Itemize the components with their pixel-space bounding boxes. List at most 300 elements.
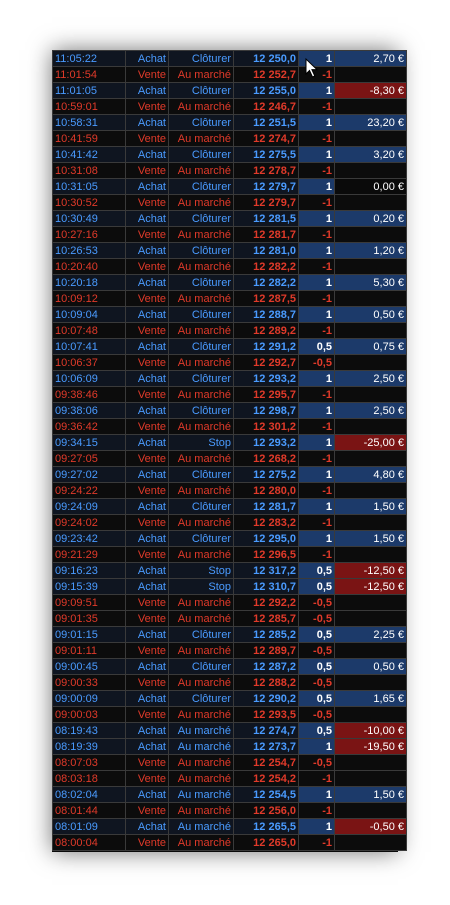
trade-side: Vente [126, 355, 169, 371]
trade-row[interactable] [53, 627, 407, 643]
trade-price: 12 287,2 [234, 659, 299, 675]
trade-row[interactable] [53, 435, 407, 451]
trade-profit-loss: 0,20 € [335, 211, 407, 227]
trade-price: 12 285,2 [234, 627, 299, 643]
trade-side: Achat [126, 659, 169, 675]
trade-profit-loss: 2,50 € [335, 403, 407, 419]
trade-quantity: 1 [299, 435, 335, 451]
trade-order-type: Au marché [169, 323, 234, 339]
trade-price: 12 287,5 [234, 291, 299, 307]
trade-side: Achat [126, 179, 169, 195]
trade-profit-loss: -25,00 € [335, 435, 407, 451]
trade-price: 12 281,7 [234, 227, 299, 243]
trade-row[interactable] [53, 211, 407, 227]
trade-price: 12 285,7 [234, 611, 299, 627]
trade-quantity: -1 [299, 419, 335, 435]
trade-order-type: Au marché [169, 355, 234, 371]
trade-side: Achat [126, 51, 169, 67]
trade-profit-loss: 23,20 € [335, 115, 407, 131]
trade-price: 12 246,7 [234, 99, 299, 115]
trade-row[interactable] [53, 323, 407, 339]
trade-side: Vente [126, 595, 169, 611]
trade-row[interactable] [53, 499, 407, 515]
trade-side: Achat [126, 563, 169, 579]
trade-order-type: Au marché [169, 483, 234, 499]
trade-profit-loss [335, 355, 407, 371]
trade-row[interactable] [53, 99, 407, 115]
trade-profit-loss [335, 675, 407, 691]
trade-row[interactable] [53, 659, 407, 675]
trade-profit-loss: 0,75 € [335, 339, 407, 355]
trade-order-type: Au marché [169, 819, 234, 835]
trade-row[interactable] [53, 339, 407, 355]
trade-order-type: Au marché [169, 451, 234, 467]
trade-quantity: 0,5 [299, 691, 335, 707]
trade-time: 09:38:06 [53, 403, 126, 419]
trade-side: Vente [126, 547, 169, 563]
trade-time: 09:24:22 [53, 483, 126, 499]
trade-profit-loss: -12,50 € [335, 579, 407, 595]
trade-quantity: -1 [299, 195, 335, 211]
trade-time: 10:27:16 [53, 227, 126, 243]
trade-profit-loss [335, 547, 407, 563]
trade-side: Vente [126, 483, 169, 499]
trade-time: 09:24:02 [53, 515, 126, 531]
trade-price: 12 274,7 [234, 723, 299, 739]
trade-time: 09:01:15 [53, 627, 126, 643]
trade-history-table [52, 50, 407, 851]
trade-profit-loss: 2,70 € [335, 51, 407, 67]
trade-time: 10:07:41 [53, 339, 126, 355]
trade-time: 09:24:09 [53, 499, 126, 515]
trade-order-type: Au marché [169, 707, 234, 723]
trade-row[interactable] [53, 259, 407, 275]
trade-time: 09:15:39 [53, 579, 126, 595]
trade-side: Achat [126, 531, 169, 547]
trade-time: 09:00:03 [53, 707, 126, 723]
trade-price: 12 254,2 [234, 771, 299, 787]
trade-row[interactable] [53, 83, 407, 99]
trade-order-type: Au marché [169, 595, 234, 611]
trade-profit-loss: 4,80 € [335, 467, 407, 483]
trade-side: Vente [126, 259, 169, 275]
trade-row[interactable] [53, 643, 407, 659]
trade-row[interactable] [53, 227, 407, 243]
trade-price: 12 265,0 [234, 835, 299, 851]
trade-time: 08:07:03 [53, 755, 126, 771]
trade-price: 12 281,0 [234, 243, 299, 259]
trade-time: 11:05:22 [53, 51, 126, 67]
trade-price: 12 251,5 [234, 115, 299, 131]
trade-row[interactable] [53, 691, 407, 707]
trade-order-type: Clôturer [169, 691, 234, 707]
trade-price: 12 295,7 [234, 387, 299, 403]
trade-price: 12 274,7 [234, 131, 299, 147]
trade-time: 08:19:39 [53, 739, 126, 755]
trade-row[interactable] [53, 563, 407, 579]
trade-quantity: 1 [299, 787, 335, 803]
trade-profit-loss [335, 515, 407, 531]
trade-side: Vente [126, 755, 169, 771]
trade-row[interactable] [53, 739, 407, 755]
trade-row[interactable] [53, 515, 407, 531]
trade-order-type: Stop [169, 435, 234, 451]
trade-quantity: 0,5 [299, 723, 335, 739]
trade-side: Achat [126, 339, 169, 355]
trade-time: 11:01:54 [53, 67, 126, 83]
trade-order-type: Au marché [169, 611, 234, 627]
trade-profit-loss [335, 707, 407, 723]
trade-order-type: Clôturer [169, 179, 234, 195]
trade-row[interactable] [53, 467, 407, 483]
trade-row[interactable] [53, 67, 407, 83]
trade-time: 10:06:09 [53, 371, 126, 387]
trade-time: 08:00:04 [53, 835, 126, 851]
trade-quantity: -1 [299, 771, 335, 787]
trade-quantity: -1 [299, 131, 335, 147]
trade-side: Achat [126, 739, 169, 755]
trade-price: 12 273,7 [234, 739, 299, 755]
trade-row[interactable] [53, 707, 407, 723]
mouse-pointer-icon [305, 58, 319, 78]
trade-row[interactable] [53, 291, 407, 307]
trade-price: 12 282,2 [234, 259, 299, 275]
trade-profit-loss [335, 803, 407, 819]
trade-row[interactable] [53, 275, 407, 291]
trade-profit-loss: 1,20 € [335, 243, 407, 259]
trade-price: 12 290,2 [234, 691, 299, 707]
trade-row[interactable] [53, 419, 407, 435]
trade-quantity: 1 [299, 819, 335, 835]
trade-row[interactable] [53, 611, 407, 627]
trade-profit-loss: -8,30 € [335, 83, 407, 99]
trade-row[interactable] [53, 147, 407, 163]
trade-row[interactable] [53, 803, 407, 819]
trade-price: 12 250,0 [234, 51, 299, 67]
trade-side: Achat [126, 403, 169, 419]
trade-row[interactable] [53, 403, 407, 419]
trade-row[interactable] [53, 51, 407, 67]
trade-time: 10:06:37 [53, 355, 126, 371]
trade-time: 09:00:33 [53, 675, 126, 691]
trade-price: 12 254,7 [234, 755, 299, 771]
trade-row[interactable] [53, 531, 407, 547]
trade-order-type: Au marché [169, 67, 234, 83]
trade-row[interactable] [53, 819, 407, 835]
trade-side: Achat [126, 211, 169, 227]
trade-quantity: 1 [299, 83, 335, 99]
trade-order-type: Clôturer [169, 499, 234, 515]
trade-side: Achat [126, 435, 169, 451]
trade-profit-loss [335, 131, 407, 147]
trade-profit-loss [335, 643, 407, 659]
trade-profit-loss: 3,20 € [335, 147, 407, 163]
trade-row[interactable] [53, 355, 407, 371]
trade-time: 10:41:42 [53, 147, 126, 163]
trade-row[interactable] [53, 579, 407, 595]
trade-row[interactable] [53, 163, 407, 179]
trade-price: 12 293,2 [234, 435, 299, 451]
trade-price: 12 291,2 [234, 339, 299, 355]
trade-time: 10:41:59 [53, 131, 126, 147]
trade-quantity: -1 [299, 803, 335, 819]
trade-time: 10:58:31 [53, 115, 126, 131]
trade-price: 12 275,2 [234, 467, 299, 483]
trade-quantity: -1 [299, 163, 335, 179]
trade-order-type: Au marché [169, 419, 234, 435]
trade-time: 10:20:40 [53, 259, 126, 275]
trade-row[interactable] [53, 195, 407, 211]
trade-time: 10:31:08 [53, 163, 126, 179]
trade-order-type: Au marché [169, 259, 234, 275]
trade-price: 12 281,7 [234, 499, 299, 515]
trade-time: 08:03:18 [53, 771, 126, 787]
trade-time: 10:26:53 [53, 243, 126, 259]
trade-row[interactable] [53, 371, 407, 387]
trade-time: 10:31:05 [53, 179, 126, 195]
trade-profit-loss [335, 259, 407, 275]
trade-price: 12 265,5 [234, 819, 299, 835]
trade-quantity: 1 [299, 243, 335, 259]
trade-time: 08:02:04 [53, 787, 126, 803]
trade-side: Vente [126, 99, 169, 115]
trade-row[interactable] [53, 307, 407, 323]
trade-order-type: Au marché [169, 803, 234, 819]
trade-quantity: 1 [299, 211, 335, 227]
trade-history-panel [52, 50, 404, 852]
trade-row[interactable] [53, 483, 407, 499]
trade-profit-loss [335, 291, 407, 307]
trade-quantity: -0,5 [299, 707, 335, 723]
trade-side: Vente [126, 803, 169, 819]
trade-profit-loss [335, 451, 407, 467]
trade-row[interactable] [53, 675, 407, 691]
trade-profit-loss: -10,00 € [335, 723, 407, 739]
trade-row[interactable] [53, 835, 407, 851]
trade-time: 10:59:01 [53, 99, 126, 115]
trade-price: 12 252,7 [234, 67, 299, 83]
trade-quantity: -1 [299, 547, 335, 563]
trade-price: 12 280,0 [234, 483, 299, 499]
trade-profit-loss: 0,00 € [335, 179, 407, 195]
trade-quantity: -0,5 [299, 595, 335, 611]
trade-price: 12 279,7 [234, 195, 299, 211]
trade-quantity: 1 [299, 531, 335, 547]
trade-price: 12 282,2 [234, 275, 299, 291]
trade-profit-loss: 1,50 € [335, 531, 407, 547]
trade-price: 12 255,0 [234, 83, 299, 99]
trade-quantity: 1 [299, 499, 335, 515]
trade-row[interactable] [53, 595, 407, 611]
trade-time: 09:34:15 [53, 435, 126, 451]
trade-profit-loss [335, 771, 407, 787]
trade-order-type: Au marché [169, 675, 234, 691]
trade-time: 09:00:09 [53, 691, 126, 707]
trade-side: Achat [126, 307, 169, 323]
trade-side: Vente [126, 195, 169, 211]
trade-side: Achat [126, 243, 169, 259]
trade-order-type: Au marché [169, 723, 234, 739]
trade-profit-loss: -19,50 € [335, 739, 407, 755]
trade-time: 09:36:42 [53, 419, 126, 435]
trade-price: 12 296,5 [234, 547, 299, 563]
trade-price: 12 292,7 [234, 355, 299, 371]
trade-price: 12 275,5 [234, 147, 299, 163]
trade-side: Vente [126, 323, 169, 339]
trade-profit-loss: 1,50 € [335, 499, 407, 515]
trade-profit-loss [335, 483, 407, 499]
trade-order-type: Au marché [169, 131, 234, 147]
trade-quantity: 1 [299, 51, 335, 67]
trade-order-type: Stop [169, 563, 234, 579]
trade-order-type: Au marché [169, 739, 234, 755]
trade-row[interactable] [53, 243, 407, 259]
trade-side: Achat [126, 579, 169, 595]
trade-side: Vente [126, 643, 169, 659]
trade-order-type: Au marché [169, 195, 234, 211]
trade-side: Vente [126, 131, 169, 147]
trade-time: 08:01:44 [53, 803, 126, 819]
trade-side: Achat [126, 723, 169, 739]
trade-row[interactable] [53, 387, 407, 403]
trade-price: 12 317,2 [234, 563, 299, 579]
trade-order-type: Clôturer [169, 403, 234, 419]
trade-quantity: 0,5 [299, 627, 335, 643]
trade-price: 12 278,7 [234, 163, 299, 179]
trade-row[interactable] [53, 787, 407, 803]
trade-row[interactable] [53, 451, 407, 467]
trade-quantity: -0,5 [299, 611, 335, 627]
trade-side: Vente [126, 291, 169, 307]
trade-order-type: Au marché [169, 771, 234, 787]
trade-quantity: -0,5 [299, 755, 335, 771]
trade-profit-loss [335, 755, 407, 771]
trade-side: Achat [126, 275, 169, 291]
trade-row[interactable] [53, 771, 407, 787]
trade-price: 12 254,5 [234, 787, 299, 803]
trade-order-type: Clôturer [169, 467, 234, 483]
trade-time: 09:01:11 [53, 643, 126, 659]
trade-side: Achat [126, 691, 169, 707]
trade-time: 09:00:45 [53, 659, 126, 675]
trade-row[interactable] [53, 179, 407, 195]
trade-time: 10:09:04 [53, 307, 126, 323]
trade-quantity: 1 [299, 467, 335, 483]
trade-order-type: Clôturer [169, 211, 234, 227]
trade-price: 12 289,2 [234, 323, 299, 339]
trade-quantity: 1 [299, 275, 335, 291]
trade-profit-loss [335, 611, 407, 627]
trade-time: 10:09:12 [53, 291, 126, 307]
trade-price: 12 288,2 [234, 675, 299, 691]
trade-side: Vente [126, 387, 169, 403]
trade-price: 12 292,2 [234, 595, 299, 611]
trade-price: 12 279,7 [234, 179, 299, 195]
trade-side: Vente [126, 515, 169, 531]
trade-order-type: Clôturer [169, 147, 234, 163]
trade-price: 12 256,0 [234, 803, 299, 819]
trade-price: 12 281,5 [234, 211, 299, 227]
trade-time: 09:27:05 [53, 451, 126, 467]
trade-order-type: Au marché [169, 163, 234, 179]
trade-side: Vente [126, 675, 169, 691]
trade-time: 09:16:23 [53, 563, 126, 579]
trade-profit-loss [335, 387, 407, 403]
trade-quantity: -1 [299, 67, 335, 83]
trade-profit-loss [335, 195, 407, 211]
trade-row[interactable] [53, 755, 407, 771]
trade-side: Vente [126, 451, 169, 467]
trade-order-type: Clôturer [169, 243, 234, 259]
trade-profit-loss: 1,65 € [335, 691, 407, 707]
trade-price: 12 268,2 [234, 451, 299, 467]
trade-time: 09:09:51 [53, 595, 126, 611]
trade-profit-loss [335, 99, 407, 115]
trade-order-type: Au marché [169, 787, 234, 803]
trade-profit-loss: 2,25 € [335, 627, 407, 643]
trade-order-type: Au marché [169, 835, 234, 851]
trade-quantity: 1 [299, 403, 335, 419]
trade-side: Vente [126, 771, 169, 787]
trade-row[interactable] [53, 723, 407, 739]
trade-quantity: -1 [299, 99, 335, 115]
trade-quantity: -1 [299, 291, 335, 307]
trade-quantity: 0,5 [299, 659, 335, 675]
trade-time: 11:01:05 [53, 83, 126, 99]
trade-side: Vente [126, 163, 169, 179]
trade-price: 12 289,7 [234, 643, 299, 659]
trade-quantity: -1 [299, 323, 335, 339]
trade-order-type: Au marché [169, 99, 234, 115]
trade-order-type: Au marché [169, 227, 234, 243]
trade-order-type: Clôturer [169, 627, 234, 643]
trade-time: 08:01:09 [53, 819, 126, 835]
trade-row[interactable] [53, 547, 407, 563]
trade-quantity: 1 [299, 115, 335, 131]
trade-quantity: -1 [299, 835, 335, 851]
trade-side: Vente [126, 227, 169, 243]
trade-quantity: 0,5 [299, 563, 335, 579]
trade-order-type: Clôturer [169, 339, 234, 355]
trade-rows [53, 51, 407, 851]
trade-price: 12 310,7 [234, 579, 299, 595]
trade-side: Achat [126, 787, 169, 803]
trade-order-type: Au marché [169, 515, 234, 531]
trade-order-type: Clôturer [169, 371, 234, 387]
trade-price: 12 288,7 [234, 307, 299, 323]
trade-time: 09:21:29 [53, 547, 126, 563]
trade-quantity: -0,5 [299, 643, 335, 659]
trade-row[interactable] [53, 131, 407, 147]
trade-quantity: -1 [299, 227, 335, 243]
trade-time: 09:23:42 [53, 531, 126, 547]
trade-time: 09:01:35 [53, 611, 126, 627]
trade-time: 10:07:48 [53, 323, 126, 339]
trade-profit-loss [335, 67, 407, 83]
trade-quantity: -0,5 [299, 355, 335, 371]
trade-order-type: Clôturer [169, 659, 234, 675]
trade-order-type: Au marché [169, 387, 234, 403]
trade-time: 10:20:18 [53, 275, 126, 291]
trade-side: Achat [126, 819, 169, 835]
trade-side: Achat [126, 115, 169, 131]
trade-time: 09:27:02 [53, 467, 126, 483]
trade-order-type: Stop [169, 579, 234, 595]
trade-order-type: Clôturer [169, 51, 234, 67]
trade-side: Achat [126, 371, 169, 387]
trade-row[interactable] [53, 115, 407, 131]
trade-side: Vente [126, 707, 169, 723]
